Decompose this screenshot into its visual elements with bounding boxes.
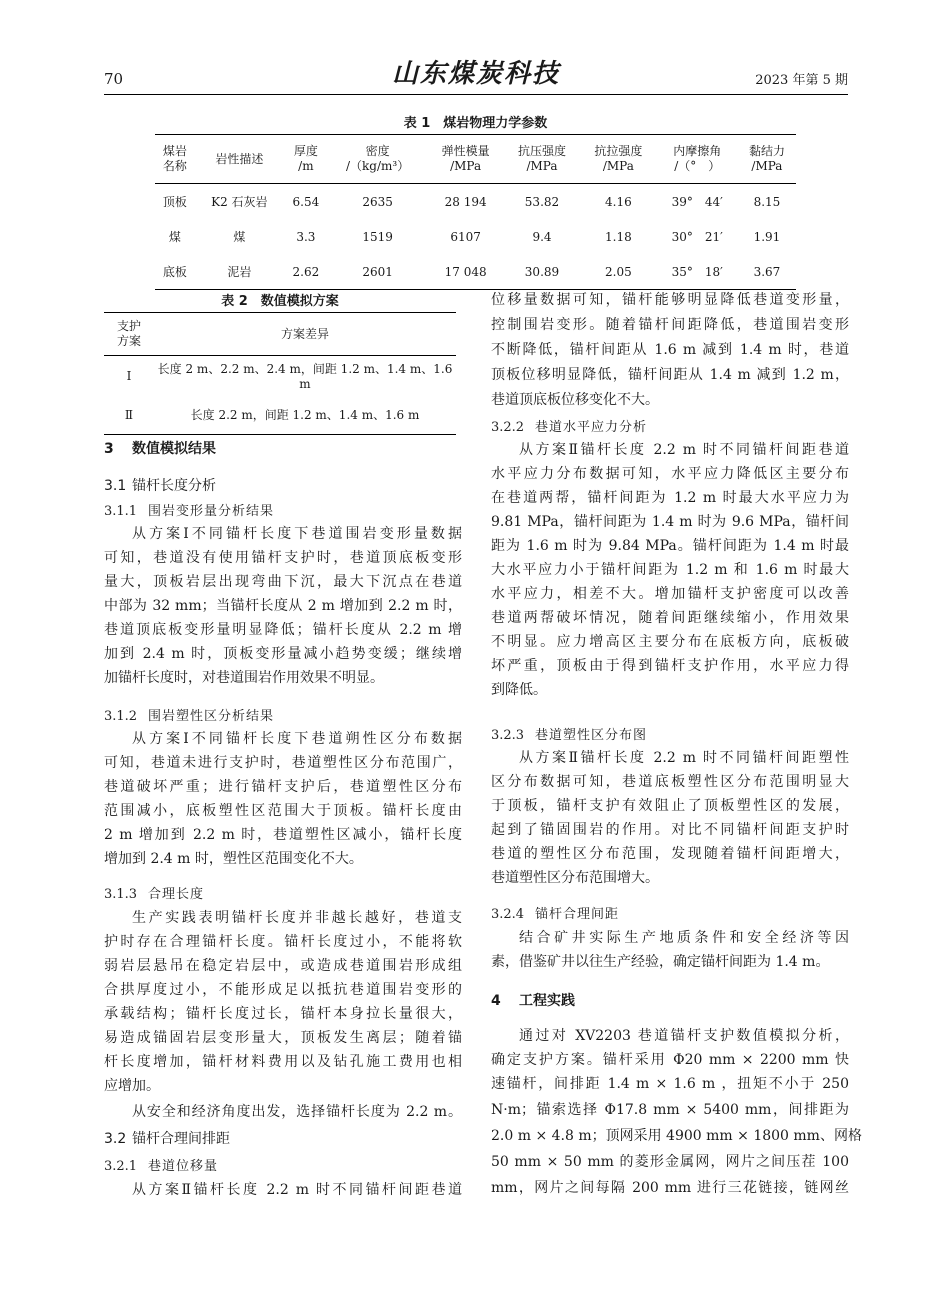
table1-header: 厚度 /m xyxy=(284,135,328,184)
paragraph-line: 通过对 XV2203 巷道锚杆支护数值模拟分析， xyxy=(519,1028,849,1044)
paragraph-line: 巷道顶底板位移变化不大。 xyxy=(491,392,659,408)
table1-header: 黏结力 /MPa xyxy=(738,135,796,184)
paragraph-line: 弱岩层悬吊在稳定岩层中，或造成巷道围岩形成组 xyxy=(104,958,462,974)
table1-header: 内摩擦角 /（° ） xyxy=(657,135,738,184)
table-row: Ⅰ 长度 2 m、2.2 m、2.4 m，间距 1.2 m、1.4 m、1.6 m xyxy=(126,362,453,391)
paragraph-line: 顶板位移明显降低，锚杆间距从 1.4 m 减到 1.2 m， xyxy=(491,367,849,383)
paragraph-line: 到降低。 xyxy=(491,682,547,698)
subsubsection-heading: 3.2.3 巷道塑性区分布图 xyxy=(491,728,648,743)
page-number: 70 xyxy=(104,70,124,88)
paragraph-line: 2 m 增加到 2.2 m 时，巷道塑性区减小，锚杆长度 xyxy=(104,827,462,843)
paragraph-line: 不断降低，锚杆间距从 1.6 m 减到 1.4 m 时，巷道 xyxy=(491,342,849,358)
paragraph-line: 不明显。应力增高区主要分布在底板方向，底板破 xyxy=(491,634,849,650)
paragraph-line: 位移量数据可知，锚杆能够明显降低巷道变形量， xyxy=(491,292,849,308)
subsection-heading: 3.1 锚杆长度分析 xyxy=(104,478,216,494)
section-heading: 4 工程实践 xyxy=(491,993,575,1009)
paragraph-line: 易造成锚固岩层变形量大，顶板发生离层；随着锚 xyxy=(104,1030,462,1046)
table1-caption: 表 1 煤岩物理力学参数 xyxy=(403,116,548,131)
table1-header: 煤岩 名称 xyxy=(155,135,195,184)
subsubsection-heading: 3.2.1 巷道位移量 xyxy=(104,1159,219,1174)
paragraph-line: 2.0 m × 4.8 m；顶网采用 4900 mm × 1800 mm、网格 xyxy=(491,1128,862,1144)
issue-label: 2023 年第 5 期 xyxy=(755,73,848,88)
paragraph-line: 大水平应力小于锚杆间距为 1.2 m 和 1.6 m 时最大 xyxy=(491,562,849,578)
paragraph-line: 素，借鉴矿井以往生产经验，确定锚杆间距为 1.4 m。 xyxy=(491,954,830,970)
paragraph-line: 应增加。 xyxy=(104,1078,160,1094)
paragraph-line: 可知，巷道没有使用锚杆支护时，巷道顶底板变形 xyxy=(104,550,462,566)
table-row: Ⅱ 长度 2.2 m，间距 1.2 m、1.4 m、1.6 m xyxy=(104,395,456,435)
table2-header: 方案差异 xyxy=(154,313,456,356)
paragraph-line: 加锚杆长度时，对巷道围岩作用效果不明显。 xyxy=(104,670,384,686)
paragraph-line: 可知，巷道未进行支护时，巷道塑性区分布范围广， xyxy=(104,755,462,771)
paragraph-line: 从方案Ⅱ锚杆长度 2.2 m 时不同锚杆间距巷道 xyxy=(132,1182,462,1198)
paragraph-line: 从安全和经济角度出发，选择锚杆长度为 2.2 m。 xyxy=(132,1104,462,1120)
journal-title: 山东煤炭科技 xyxy=(391,59,560,89)
paragraph-line: 巷道破坏严重；进行锚杆支护后，巷道塑性区分布 xyxy=(104,779,462,795)
paragraph-line: mm，网片之间每隔 200 mm 进行三花链接，链网丝 xyxy=(491,1180,849,1196)
paragraph-line: 控制围岩变形。随着锚杆间距降低，巷道围岩变形 xyxy=(491,317,849,333)
paragraph-line: 巷道的塑性区分布范围，发现随着锚杆间距增大， xyxy=(491,846,849,862)
table2-caption: 表 2 数值模拟方案 xyxy=(221,294,339,309)
paragraph-line: 量大，顶板岩层出现弯曲下沉，最大下沉点在巷道 xyxy=(104,574,462,590)
paragraph-line: 坏严重，顶板由于得到锚杆支护作用，水平应力得 xyxy=(491,658,849,674)
subsubsection-heading: 3.2.2 巷道水平应力分析 xyxy=(491,420,648,435)
subsubsection-heading: 3.1.1 围岩变形量分析结果 xyxy=(104,504,275,519)
paragraph-line: 范围减小，底板塑性区范围大于顶板。锚杆长度由 xyxy=(104,803,462,819)
paragraph-line: 结合矿井实际生产地质条件和安全经济等因 xyxy=(519,930,849,946)
table1-header: 密度 /（kg/m³） xyxy=(328,135,428,184)
paragraph-line: 在巷道两帮，锚杆间距为 1.2 m 时最大水平应力为 xyxy=(491,490,849,506)
table2 xyxy=(104,312,456,435)
table-row: 底板 泥岩 2.62 2601 17 048 30.89 2.05 35° 18′ 3.67 xyxy=(155,254,796,290)
paragraph-line: 速锚杆，间排距 1.4 m × 1.6 m ，扭矩不小于 250 xyxy=(491,1076,849,1092)
running-header xyxy=(104,58,848,95)
paragraph-line: 从方案Ⅱ锚杆长度 2.2 m 时不同锚杆间距塑性 xyxy=(519,750,849,766)
paragraph-line: 巷道塑性区分布范围增大。 xyxy=(491,870,659,886)
paragraph-line: 从方案Ⅰ不同锚杆长度下巷道朔性区分布数据 xyxy=(132,731,462,747)
paragraph-line: 合拱厚度过小，不能形成足以抵抗巷道围岩变形的 xyxy=(104,982,462,998)
paragraph-line: N·m；锚索选择 Φ17.8 mm × 5400 mm，间排距为 xyxy=(491,1102,849,1118)
paragraph-line: 巷道顶底板变形量明显降低；锚杆长度从 2.2 m 增 xyxy=(104,622,462,638)
section-heading: 3 数值模拟结果 xyxy=(104,441,216,457)
table1-header: 抗压强度 /MPa xyxy=(504,135,580,184)
table-row: 煤 煤 3.3 1519 6107 9.4 1.18 30° 21′ 1.91 xyxy=(168,229,781,244)
paragraph-line: 杆长度增加，锚杆材料费用以及钻孔施工费用也相 xyxy=(104,1054,462,1070)
table1-header: 岩性描述 xyxy=(195,135,284,184)
paragraph-line: 水平应力，相差不大。增加锚杆支护密度可以改善 xyxy=(491,586,849,602)
paragraph-line: 中部为 32 mm；当锚杆长度从 2 m 增加到 2.2 m 时， xyxy=(104,598,462,614)
paragraph-line: 护时存在合理锚杆长度。锚杆长度过小，不能将软 xyxy=(104,934,462,950)
paragraph-line: 50 mm × 50 mm 的菱形金属网，网片之间压茬 100 xyxy=(491,1154,849,1170)
subsubsection-heading: 3.1.2 围岩塑性区分析结果 xyxy=(104,709,275,724)
paragraph-line: 生产实践表明锚杆长度并非越长越好，巷道支 xyxy=(132,910,462,926)
table2-header: 支护 方案 xyxy=(104,313,154,356)
subsection-heading: 3.2 锚杆合理间排距 xyxy=(104,1131,230,1147)
paragraph-line: 增加到 2.4 m 时，塑性区范围变化不大。 xyxy=(104,851,363,867)
table1-header: 弹性模量 /MPa xyxy=(427,135,503,184)
paragraph-line: 巷道两帮破坏情况，随着间距继续缩小，作用效果 xyxy=(491,610,849,626)
paragraph-line: 于顶板，锚杆支护有效阻止了顶板塑性区的发展， xyxy=(491,798,849,814)
table1-header: 抗拉强度 /MPa xyxy=(580,135,656,184)
subsubsection-heading: 3.1.3 合理长度 xyxy=(104,887,205,902)
paragraph-line: 区分布数据可知，巷道底板塑性区分布范围明显大 xyxy=(491,774,849,790)
paragraph-line: 起到了锚固围岩的作用。对比不同锚杆间距支护时 xyxy=(491,822,849,838)
paragraph-line: 加到 2.4 m 时，顶板变形量减小趋势变缓；继续增 xyxy=(104,646,462,662)
table-row: 顶板 K2 石灰岩 6.54 2635 28 194 53.82 4.16 39° 44′ 8.15 xyxy=(162,194,781,209)
subsubsection-heading: 3.2.4 锚杆合理间距 xyxy=(491,907,620,922)
paragraph-line: 水平应力分布数据可知，水平应力降低区主要分布 xyxy=(491,466,849,482)
paragraph-line: 距为 1.6 m 时为 9.84 MPa。锚杆间距为 1.4 m 时最 xyxy=(491,538,849,554)
paragraph-line: 从方案Ⅰ不同锚杆长度下巷道围岩变形量数据 xyxy=(132,526,462,542)
paragraph-line: 承载结构；锚杆长度过长，锚杆本身拉长量很大， xyxy=(104,1006,462,1022)
paragraph-line: 确定支护方案。锚杆采用 Φ20 mm × 2200 mm 快 xyxy=(491,1052,849,1068)
paragraph-line: 从方案Ⅱ锚杆长度 2.2 m 时不同锚杆间距巷道 xyxy=(519,442,849,458)
paragraph-line: 9.81 MPa，锚杆间距为 1.4 m 时为 9.6 MPa，锚杆间 xyxy=(491,514,849,530)
table1 xyxy=(155,134,796,290)
